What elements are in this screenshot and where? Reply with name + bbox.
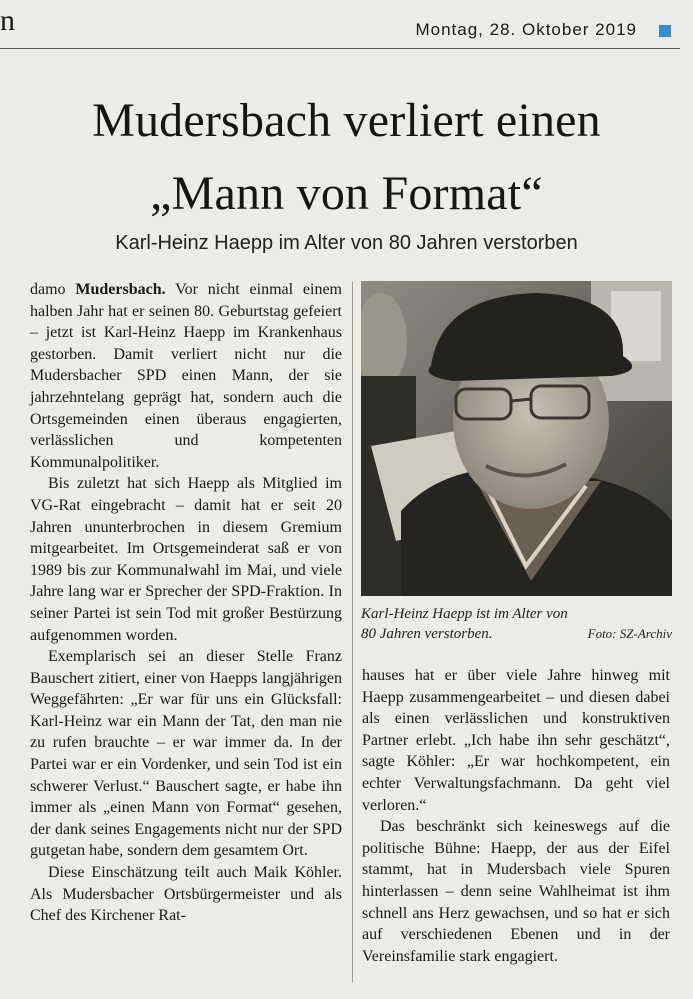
- headline-line-1: Mudersbach verliert einen: [92, 94, 601, 147]
- paragraph-1-text: Vor nicht einmal einem halben Jahr hat er seinen 80. Geburtstag gefeiert – jetzt ist Karl-Heinz Haepp im Krankenhaus gestorben. Damit verliert nicht nur die Mudersbacher SPD einen Mann, der sie jahrzehntelang geprägt hat, sondern auch die Ortsgemeinden einen überaus engagierten, verlässlichen und kompetenten Kommunalpolitiker.: [30, 281, 342, 471]
- article-paragraph-1: [30, 279, 342, 473]
- article-column-right: [362, 665, 670, 967]
- article-paragraph-3: Exemplarisch sei an dieser Stelle Franz Bauschert zitiert, einer von Haepps langjährigen Weggefährten: „Er war für uns ein Glücksfall: Karl-Heinz war ein Mann der Tat, den man nie zu rufen brauchte – er war immer da. In der Partei war er ein Vordenker, und sein Tod ist ein schwerer Verlust.“ Bauschert sagte, er habe ihn immer als „einen Mann von Format“ gesehen, der dank seines Engagements nicht nur der SPD gutgetan habe, sondern dem gesamtem Ort.: [30, 648, 342, 860]
- caption-text-2: 80 Jahren verstorben.: [361, 626, 493, 642]
- page-edge-letter: n: [0, 4, 15, 37]
- header-rule: [0, 48, 680, 49]
- photo-credit: Foto: SZ-Archiv: [587, 626, 672, 641]
- author-initials: damo: [30, 281, 66, 298]
- photo-caption: [361, 604, 672, 644]
- article-paragraph-4: Diese Einschätzung teilt auch Maik Köhler. Als Mudersbacher Ortsbürgermeister und als Chef des Kirchener Rat-: [30, 864, 342, 925]
- portrait-photo-illustration: [361, 281, 672, 596]
- caption-line-2: [361, 624, 672, 644]
- headline-line-2: „Mann von Format“: [150, 167, 543, 220]
- caption-line-1: [361, 604, 672, 624]
- article-column-left: [30, 279, 342, 927]
- caption-text-1: Karl-Heinz Haepp ist im Alter von: [361, 606, 568, 622]
- portrait-photo: [361, 281, 672, 596]
- article-paragraph-6: Das beschränkt sich keineswegs auf die politische Bühne: Haepp, der aus der Eifel stammt, hat in Mudersbach viele Spuren hinterlassen – denn seine Wahlheimat ist ihm schnell ans Herz gewachsen, und so hat er sich auf verschiedenen Ebenen und in der Vereinsfamilie stark engagiert.: [362, 818, 670, 965]
- column-divider: [352, 282, 353, 982]
- article-paragraph-5: hauses hat er über viele Jahre hinweg mit Haepp zusammengearbeitet – und diesen dabei als einen verlässlichen und konstruktiven Partner erlebt. „Ich habe ihn sehr geschätzt“, sagte Köhler: „Er war hochkompetent, ein echter Verwaltungsfachmann. Da geht viel verloren.“: [362, 667, 670, 814]
- issue-date: Montag, 28. Oktober 2019: [415, 20, 637, 39]
- subheadline: Karl-Heinz Haepp im Alter von 80 Jahren verstorben: [115, 232, 578, 254]
- section-color-marker: [659, 25, 671, 37]
- article-location: Mudersbach.: [75, 281, 166, 298]
- article-paragraph-2: Bis zuletzt hat sich Haepp als Mitglied im VG-Rat eingebracht – damit hat er seit 20 Jahren ununterbrochen in diesem Gremium mitgearbeitet. Im Ortsgemeinderat saß er von 1989 bis zur Kommunalwahl im Mai, und viele Jahre lang war er Sprecher der SPD-Fraktion. In seiner Partei ist sein Tod mit großer Bestürzung aufgenommen worden.: [30, 475, 342, 644]
